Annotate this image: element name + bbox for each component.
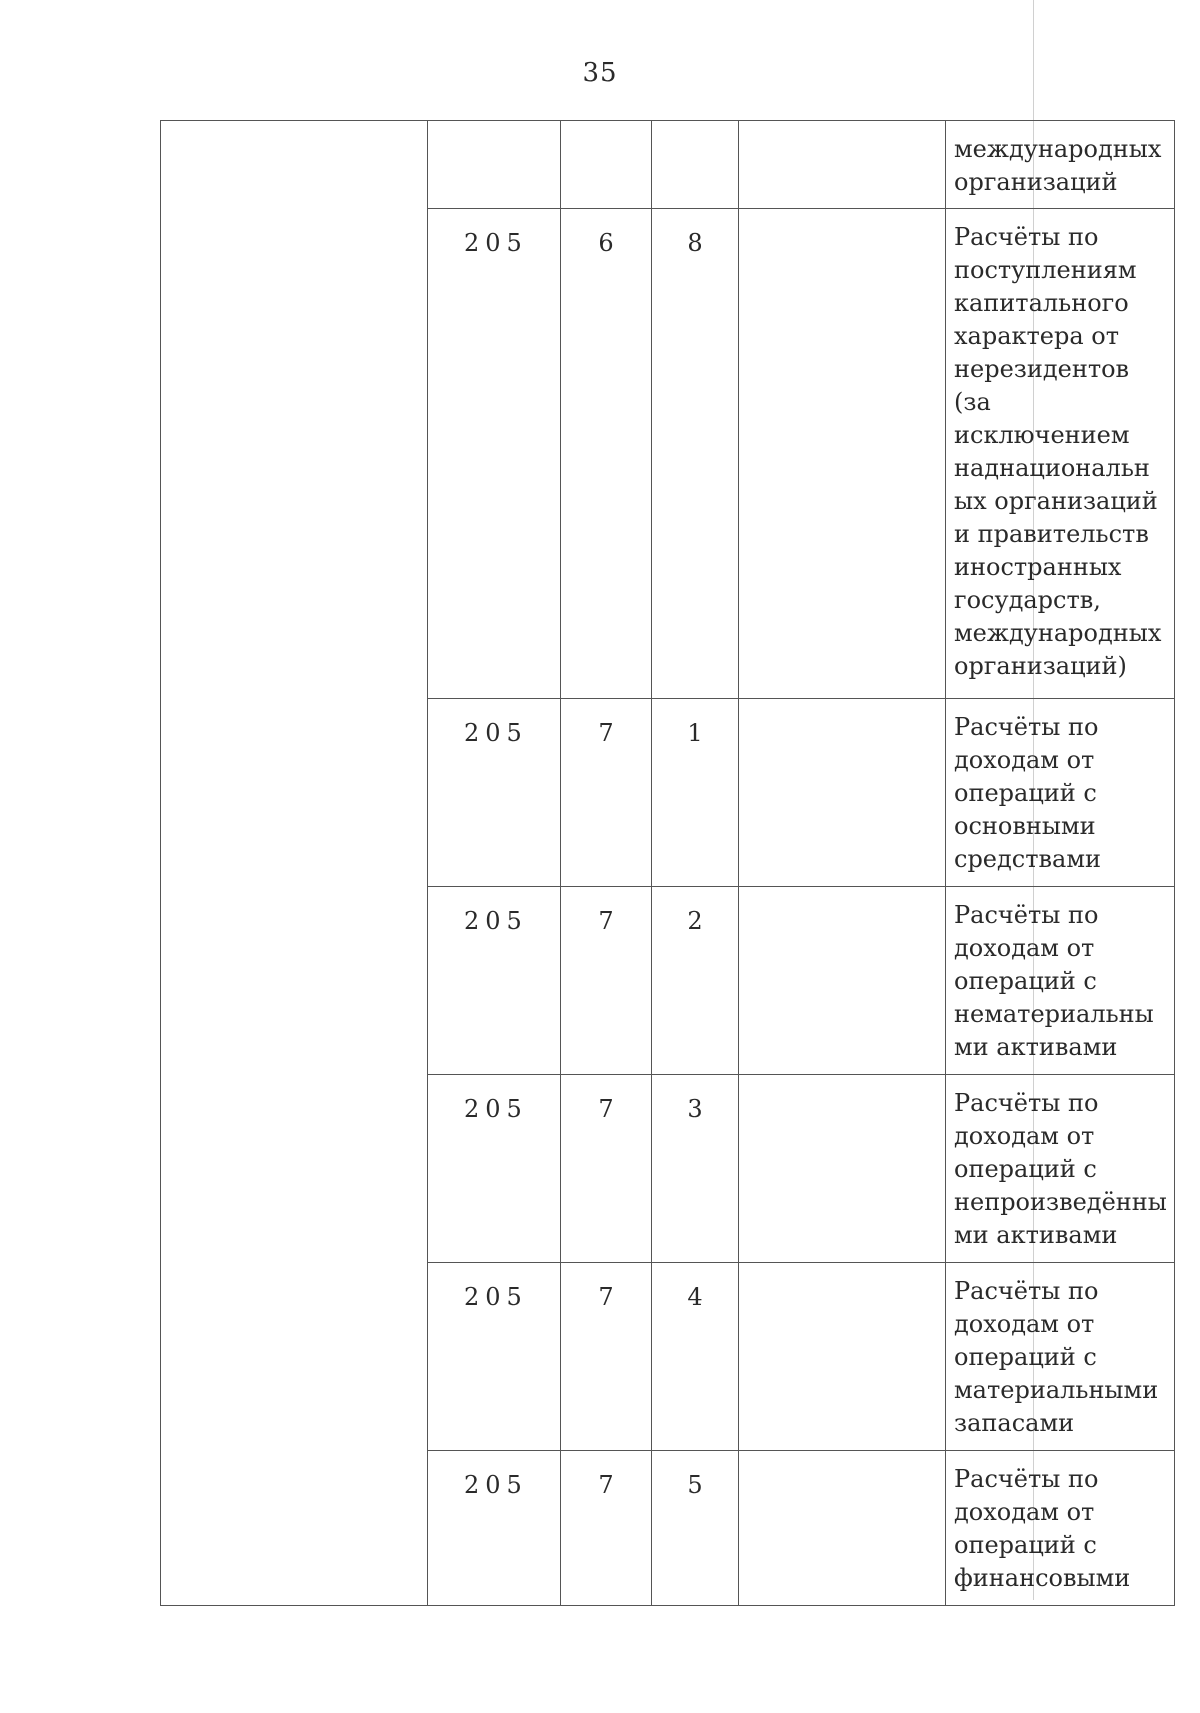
code-cell: 205 <box>428 699 561 887</box>
digit-cell: 7 <box>561 887 652 1075</box>
digit-cell: 7 <box>561 1263 652 1451</box>
description-cell: Расчёты по доходам от операций с основными средствами <box>946 699 1175 887</box>
description-cell: Расчёты по поступлениям капитального характера от нерезидентов (за исключением наднациональных организаций и правительств иностранных государств, международных организаций) <box>946 209 1175 699</box>
accounts-table <box>160 120 1175 1606</box>
digit-cell: 7 <box>561 1451 652 1606</box>
empty-cell <box>739 1451 946 1606</box>
description-cell: международных организаций <box>946 121 1175 209</box>
description-cell: Расчёты по доходам от операций с материальными запасами <box>946 1263 1175 1451</box>
digit-cell <box>652 121 739 209</box>
left-merged-cell <box>161 121 428 1606</box>
code-cell: 205 <box>428 1451 561 1606</box>
description-cell: Расчёты по доходам от операций с непроизведёнными активами <box>946 1075 1175 1263</box>
digit-cell: 6 <box>561 209 652 699</box>
digit-cell: 4 <box>652 1263 739 1451</box>
digit-cell: 8 <box>652 209 739 699</box>
empty-cell <box>739 887 946 1075</box>
code-cell: 205 <box>428 209 561 699</box>
description-cell: Расчёты по доходам от операций с финансовыми <box>946 1451 1175 1606</box>
digit-cell: 7 <box>561 1075 652 1263</box>
digit-cell: 7 <box>561 699 652 887</box>
page-number: 35 <box>582 58 618 88</box>
code-cell: 205 <box>428 1075 561 1263</box>
code-cell: 205 <box>428 887 561 1075</box>
code-cell: 205 <box>428 1263 561 1451</box>
empty-cell <box>739 1263 946 1451</box>
empty-cell <box>739 1075 946 1263</box>
empty-cell <box>739 209 946 699</box>
digit-cell <box>561 121 652 209</box>
empty-cell <box>739 699 946 887</box>
empty-cell <box>739 121 946 209</box>
digit-cell: 2 <box>652 887 739 1075</box>
digit-cell: 5 <box>652 1451 739 1606</box>
code-cell <box>428 121 561 209</box>
description-cell: Расчёты по доходам от операций с нематериальными активами <box>946 887 1175 1075</box>
digit-cell: 1 <box>652 699 739 887</box>
table-row <box>161 121 1175 209</box>
digit-cell: 3 <box>652 1075 739 1263</box>
